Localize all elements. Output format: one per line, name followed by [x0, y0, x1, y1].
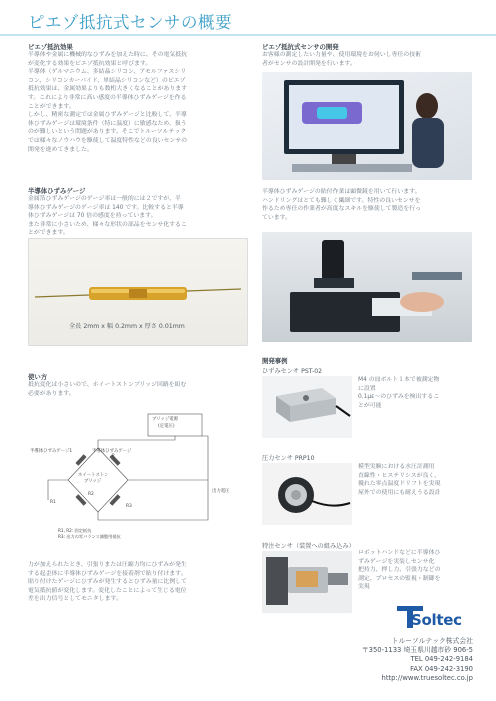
text-line: 導体ひずみゲージのゲージ率は 140 です。比較すると半導 — [28, 204, 184, 211]
text-line: する起歪体に半導体ひずみゲージを接着剤で貼り付けます。 — [28, 570, 187, 577]
text-line: ロボットハンドなどに半導体ひ — [358, 550, 441, 556]
company-tel: TEL 049-242-9184 — [410, 655, 473, 664]
r3-label: R3 — [126, 504, 132, 509]
custom-sensor-description — [358, 549, 476, 592]
text-line: ハンドリングはとても難しく繊細です。特性の良いセンサを — [262, 197, 421, 204]
diagram-note-2: R3: 出力の零バランス調整用抵抗 — [58, 534, 121, 539]
text-line: ています。 — [262, 214, 291, 221]
text-line: お客様の測定したい力量や、使用環境をお伺いし専任の技術 — [262, 52, 421, 58]
text-line: 直線性・ヒステリシスが良く、 — [358, 472, 441, 479]
microscope-photo — [262, 232, 472, 342]
text-line: 模型実験における水圧計測用 — [358, 464, 435, 470]
bridge-center-label-1: ホイートストン — [78, 473, 109, 478]
text-line: 貼り付けたゲージにひずみが発生するとひずみ量に比例して — [28, 579, 187, 586]
text-line: 測定、プロセスの監視・制御を — [358, 575, 441, 582]
examples-heading: 開発事例 — [262, 357, 288, 365]
pst02-description — [358, 376, 476, 410]
r2-label: R2 — [88, 492, 94, 497]
bridge-power-sub-label: (定電圧) — [158, 424, 175, 429]
output-voltage-label: 出力電圧 — [212, 489, 230, 494]
page-title: ピエゾ抵抗式センサの概要 — [28, 13, 232, 32]
bridge-power-label: ブリッジ電源 — [152, 417, 178, 422]
example-title-custom: 特注センサ（装置への組み込み） — [262, 543, 355, 550]
gauge2-label: 半導体ひずみゲージ — [92, 449, 132, 454]
development-text — [262, 51, 472, 68]
text-line: 抵抗変化は小さいので、ホイートストンブリッジ回路を組む — [28, 382, 187, 388]
text-line: 半導体ひずみゲージの貼付作業は顕微鏡を用いて行います。 — [262, 189, 421, 195]
text-line: 作るため専任の作業者が高度なスキルを駆使して製造を行っ — [262, 206, 421, 213]
development-heading: ピエゾ抵抗式センサの開発 — [262, 43, 339, 51]
text-line: 金属箔ひずみゲージのゲージ率は一般的には２ですが、半 — [28, 196, 181, 202]
text-line: 抵抗効果は、金属効果よりも数桁大きくなることがあります — [28, 86, 188, 93]
gauge1-label: 半導体ひずみゲージ1 — [30, 449, 73, 454]
strain-gauge-photo — [28, 238, 248, 346]
text-line: 体ひずみゲージは 70 倍の感度を持っています。 — [28, 213, 157, 220]
text-line: 者がセンサの設計開発を行います。 — [262, 60, 356, 67]
text-line: とが可能 — [358, 402, 382, 409]
gauge-size-caption: 全長 2mm x 幅 0.2mm x 厚さ 0.01mm — [69, 323, 185, 330]
company-address: 〒350-1133 埼玉県川越市砂 906-5 — [361, 646, 473, 655]
example-title-pst02: ひずみセンサ PST-02 — [262, 368, 323, 375]
gauge2-number: 2 — [112, 454, 115, 459]
gauge-heading: 半導体ひずみゲージ — [28, 187, 86, 195]
design-photo — [262, 72, 472, 180]
text-line: では様々なノウハウを駆使して温度特性などの良いセンサの — [28, 137, 188, 144]
text-line: 半導体や金属に機械的なひずみを加えた時に、その電気抵抗 — [28, 52, 188, 58]
company-fax: FAX 049-242-3190 — [410, 664, 473, 673]
text-line: 実現 — [358, 584, 370, 591]
company-url[interactable]: http://www.truesoltec.co.jp — [381, 673, 473, 682]
text-line: M4 の皿ボルト１本で被測定物 — [358, 377, 440, 383]
text-line: 力が加えられたとき、引張りまたは圧縮力均にひずみが発生 — [28, 562, 187, 568]
diagram-note-1: R1, R2: 固定抵抗 — [58, 528, 92, 533]
text-line: とができます。 — [28, 230, 69, 237]
text-line: 必要があります。 — [28, 390, 75, 397]
usage-explanation-text — [28, 561, 246, 604]
text-line: が変化する効果をピエゾ抵抗効果と呼びます。 — [28, 60, 152, 67]
pst02-photo — [262, 376, 352, 438]
logo-text: Soltec — [411, 611, 462, 629]
prp10-description — [358, 463, 476, 497]
text-line: に設置 — [358, 385, 376, 392]
prp10-photo — [262, 463, 352, 525]
example-title-prp10: 圧力センサ PRP10 — [262, 455, 315, 462]
text-line: 体ひずみゲージは環境条件（特に温度）に敏感なため、扱う — [28, 120, 187, 127]
text-line: す。これにより非常に高い感度の半導体ひずみゲージを作る — [28, 94, 187, 101]
bridge-center-label-2: ブリッジ — [84, 479, 102, 484]
text-line: のが難しいという問題があります。そこでトルーソルテック — [28, 129, 187, 136]
text-line: 開発を進めてきました。 — [28, 146, 93, 153]
bridge-diagram — [28, 410, 246, 540]
usage-text — [28, 381, 246, 398]
overview-heading: ピエゾ抵抗効果 — [28, 43, 73, 51]
r1-label: R1 — [50, 500, 56, 505]
text-line: ずみゲージを実装しセンサ化 — [358, 558, 435, 565]
text-line: また非常に小さいため、様々な形状の部品をセンサ化するこ — [28, 221, 187, 228]
title-divider — [0, 34, 496, 36]
assembly-text — [262, 188, 472, 222]
text-line: 半導体（ゲルマニウム、多結晶シリコン、アモルファスシリ — [28, 69, 187, 76]
text-line: 優れた零点温度ドリフトを実現 — [358, 481, 441, 488]
text-line: 差を出力信号としてモニタします。 — [28, 596, 122, 603]
soltec-logo — [393, 606, 473, 634]
text-line: ことができます。 — [28, 103, 75, 110]
custom-sensor-photo — [262, 551, 352, 613]
company-info — [300, 637, 473, 683]
text-line: しかし、精密な測定では金属ひずみゲージと比較して、半導 — [28, 112, 187, 119]
text-line: コン、シリコンカーバイド、単結晶シリコンなど）のピエゾ — [28, 77, 186, 84]
gauge-text — [28, 195, 246, 238]
text-line: 電気抵抗値が変化します。変化したことによって生じる電位 — [28, 587, 187, 594]
usage-heading: 使い方 — [28, 373, 48, 381]
text-line: 屋外での使用にも耐えうる設計 — [358, 489, 441, 496]
text-line: 0.1με～のひずみを検出するこ — [358, 394, 440, 401]
overview-text — [28, 51, 246, 154]
text-line: 把持力、押し力、引張力などの — [358, 567, 441, 574]
company-name: トルーソルテック株式会社 — [391, 637, 473, 645]
